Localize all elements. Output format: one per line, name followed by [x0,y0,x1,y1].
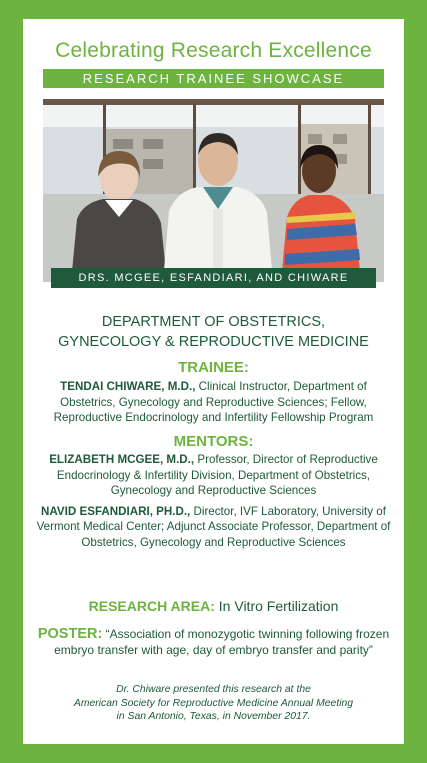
poster-label: POSTER: [37,626,103,642]
mentor-1-desc: Professor, Director of Reproductive Endocrinology & Infertility Division, Department of Obstetrics, Gynecology and Reproductive Sciences [56,453,378,497]
trainee-section [31,359,396,426]
department-line-1: DEPARTMENT OF OBSTETRICS, [101,314,326,330]
presentation-note [31,683,396,724]
department-line-2: GYNECOLOGY & REPRODUCTIVE MEDICINE [58,334,369,350]
trainee-heading: TRAINEE: [178,359,249,376]
mentor-2-text [31,504,396,551]
showcase-banner: RESEARCH TRAINEE SHOWCASE [43,69,384,88]
note-line-3: in San Antonio, Texas, in November 2017. [116,711,311,723]
note-line-1: Dr. Chiware presented this research at the [116,684,311,695]
poster-text: “Association of monozygotic twinning following frozen embryo transfer with age, day of embryo transfer and parity” [54,627,390,657]
photo-caption: DRS. MCGEE, ESFANDIARI, AND CHIWARE [51,268,376,288]
mentor-1-name: ELIZABETH MCGEE, M.D., [49,453,195,466]
flyer-card [23,19,404,744]
note-line-2: American Society for Reproductive Medicine Annual Meeting [73,697,354,709]
mentors-heading: MENTORS: [173,433,254,450]
research-area [31,598,396,615]
research-area-value: In Vitro Fertilization [214,598,339,614]
trainee-text [31,379,396,426]
mentor-2-desc: Director, IVF Laboratory, University of Vermont Medical Center; Adjunct Associate Professor, Department of Obstetrics, Gynecology and Reproductive Sciences [36,504,391,549]
poster [31,626,396,658]
trainee-desc: Clinical Instructor, Department of Obstetrics, Gynecology and Reproductive Sciences; Fellow, Reproductive Endocrinology and Infertility Fellowship Program [53,380,374,424]
headline: Celebrating Research Excellence [55,39,372,62]
mentor-2-name: NAVID ESFANDIARI, PH.D., [41,504,191,518]
trainee-name: TENDAI CHIWARE, M.D., [60,380,196,393]
department-title [23,312,404,352]
mentors-section [31,433,396,550]
mentor-1-text [31,452,396,499]
group-photo [43,99,384,282]
research-area-label: RESEARCH AREA: [88,598,215,614]
